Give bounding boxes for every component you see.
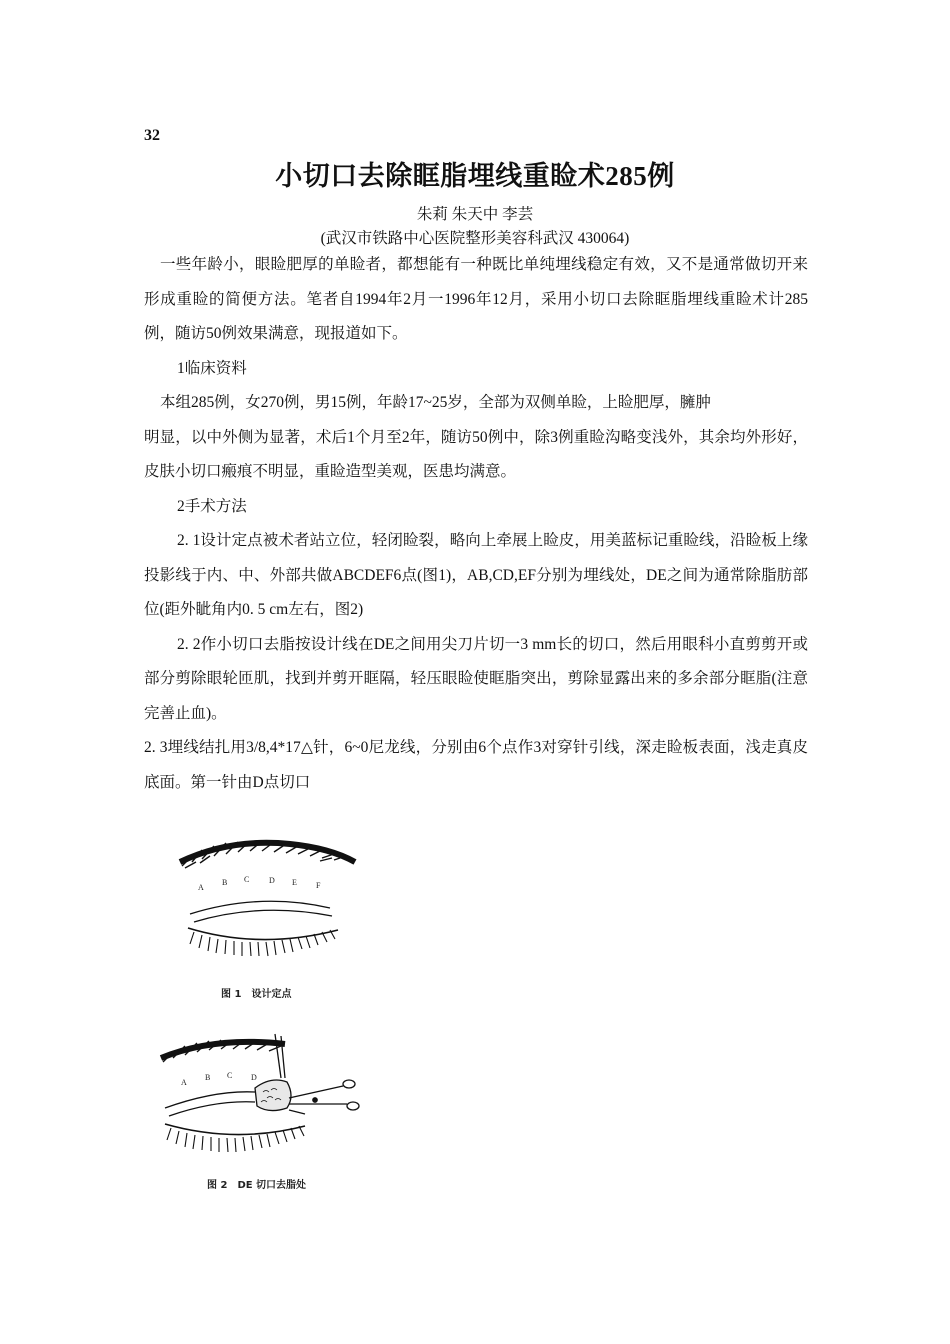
upper-eyelid-crease-icon [190,901,332,922]
figure-1-caption: 图 1 设计定点 [221,989,292,1000]
figure1-point-label: F [316,881,321,890]
paragraph-2-1: 2. 1设计定点被术者站立位，轻闭睑裂，略向上牵展上睑皮，用美蓝标记重睑线，沿睑板上缘投影线于内、中、外部共做ABCDEF6点(图1)，AB,CD,EF分别为埋线处，DE之间为通常除脂肪部位(距外眦角内0. 5 cm左右，图2) [144,532,808,618]
figure-2-caption: 图 2 DE 切口去脂处 [207,1180,307,1191]
figure1-point-label: B [222,878,228,887]
authors: 朱莉 朱天中 李芸 [416,206,534,223]
section1-heading: 1临床资料 [177,359,247,377]
figure2-point-label: D [251,1073,257,1082]
affiliation: (武汉市铁路中心医院整形美容科武汉 430064) [320,230,630,247]
figure-2-incision-illustration [155,1028,365,1168]
eyelashes-icon [165,1124,305,1152]
section2-heading: 2手术方法 [177,497,247,515]
intro-paragraph: 一些年龄小，眼睑肥厚的单睑者，都想能有一种既比单纯埋线稳定有效，又不是通常做切开来形成重睑的简便方法。笔者自1994年2月一1996年12月，采用小切口去除眶脂埋线重睑术计285例，随访50例效果满意，现报道如下。 [144,256,808,342]
eyebrow-icon [180,841,355,868]
figure1-point-label: D [269,876,275,885]
clinical-first-line: 本组285例，女270例，男15例，年龄17~25岁，全部为双侧单睑，上睑肥厚，臃肿 [160,394,711,411]
page-number: 32 [144,127,160,144]
fat-pad-incision-icon [255,1080,291,1111]
paragraph-2-3: 2. 3埋线结扎用3/8,4*17△针，6~0尼龙线，分别由6个点作3对穿针引线，深走睑板表面，浅走真皮底面。第一针由D点切口 [144,739,808,791]
figure1-point-label: E [292,878,297,887]
article-title: 小切口去除眶脂埋线重睑术285例 [275,161,675,191]
figure1-point-label: A [198,883,204,892]
paragraph-2-2: 2. 2作小切口去脂按设计线在DE之间用尖刀片切一3 mm长的切口，然后用眼科小直剪剪开或部分剪除眼轮匝肌，找到并剪开眶隔，轻压眼睑使眶脂突出，剪除显露出来的多余部分眶脂(注意完善止血)。 [144,635,808,722]
figure2-point-label: C [227,1071,233,1080]
figure2-point-label: B [205,1073,211,1082]
clinical-paragraph [144,386,808,490]
figure-1-eye-illustration [170,832,370,972]
article-body [144,248,808,800]
eyelashes-icon [188,928,338,956]
clinical-rest: 明显，以中外侧为显著，术后1个月至2年，随访50例中，除3例重睑沟略变浅外，其余均外形好，皮肤小切口瘢痕不明显，重睑造型美观，医患均满意。 [144,428,808,480]
figure2-point-label: A [181,1078,187,1087]
figure1-point-label: C [244,875,250,884]
scissors-icon [289,1080,359,1110]
eyebrow-icon [161,1040,285,1062]
